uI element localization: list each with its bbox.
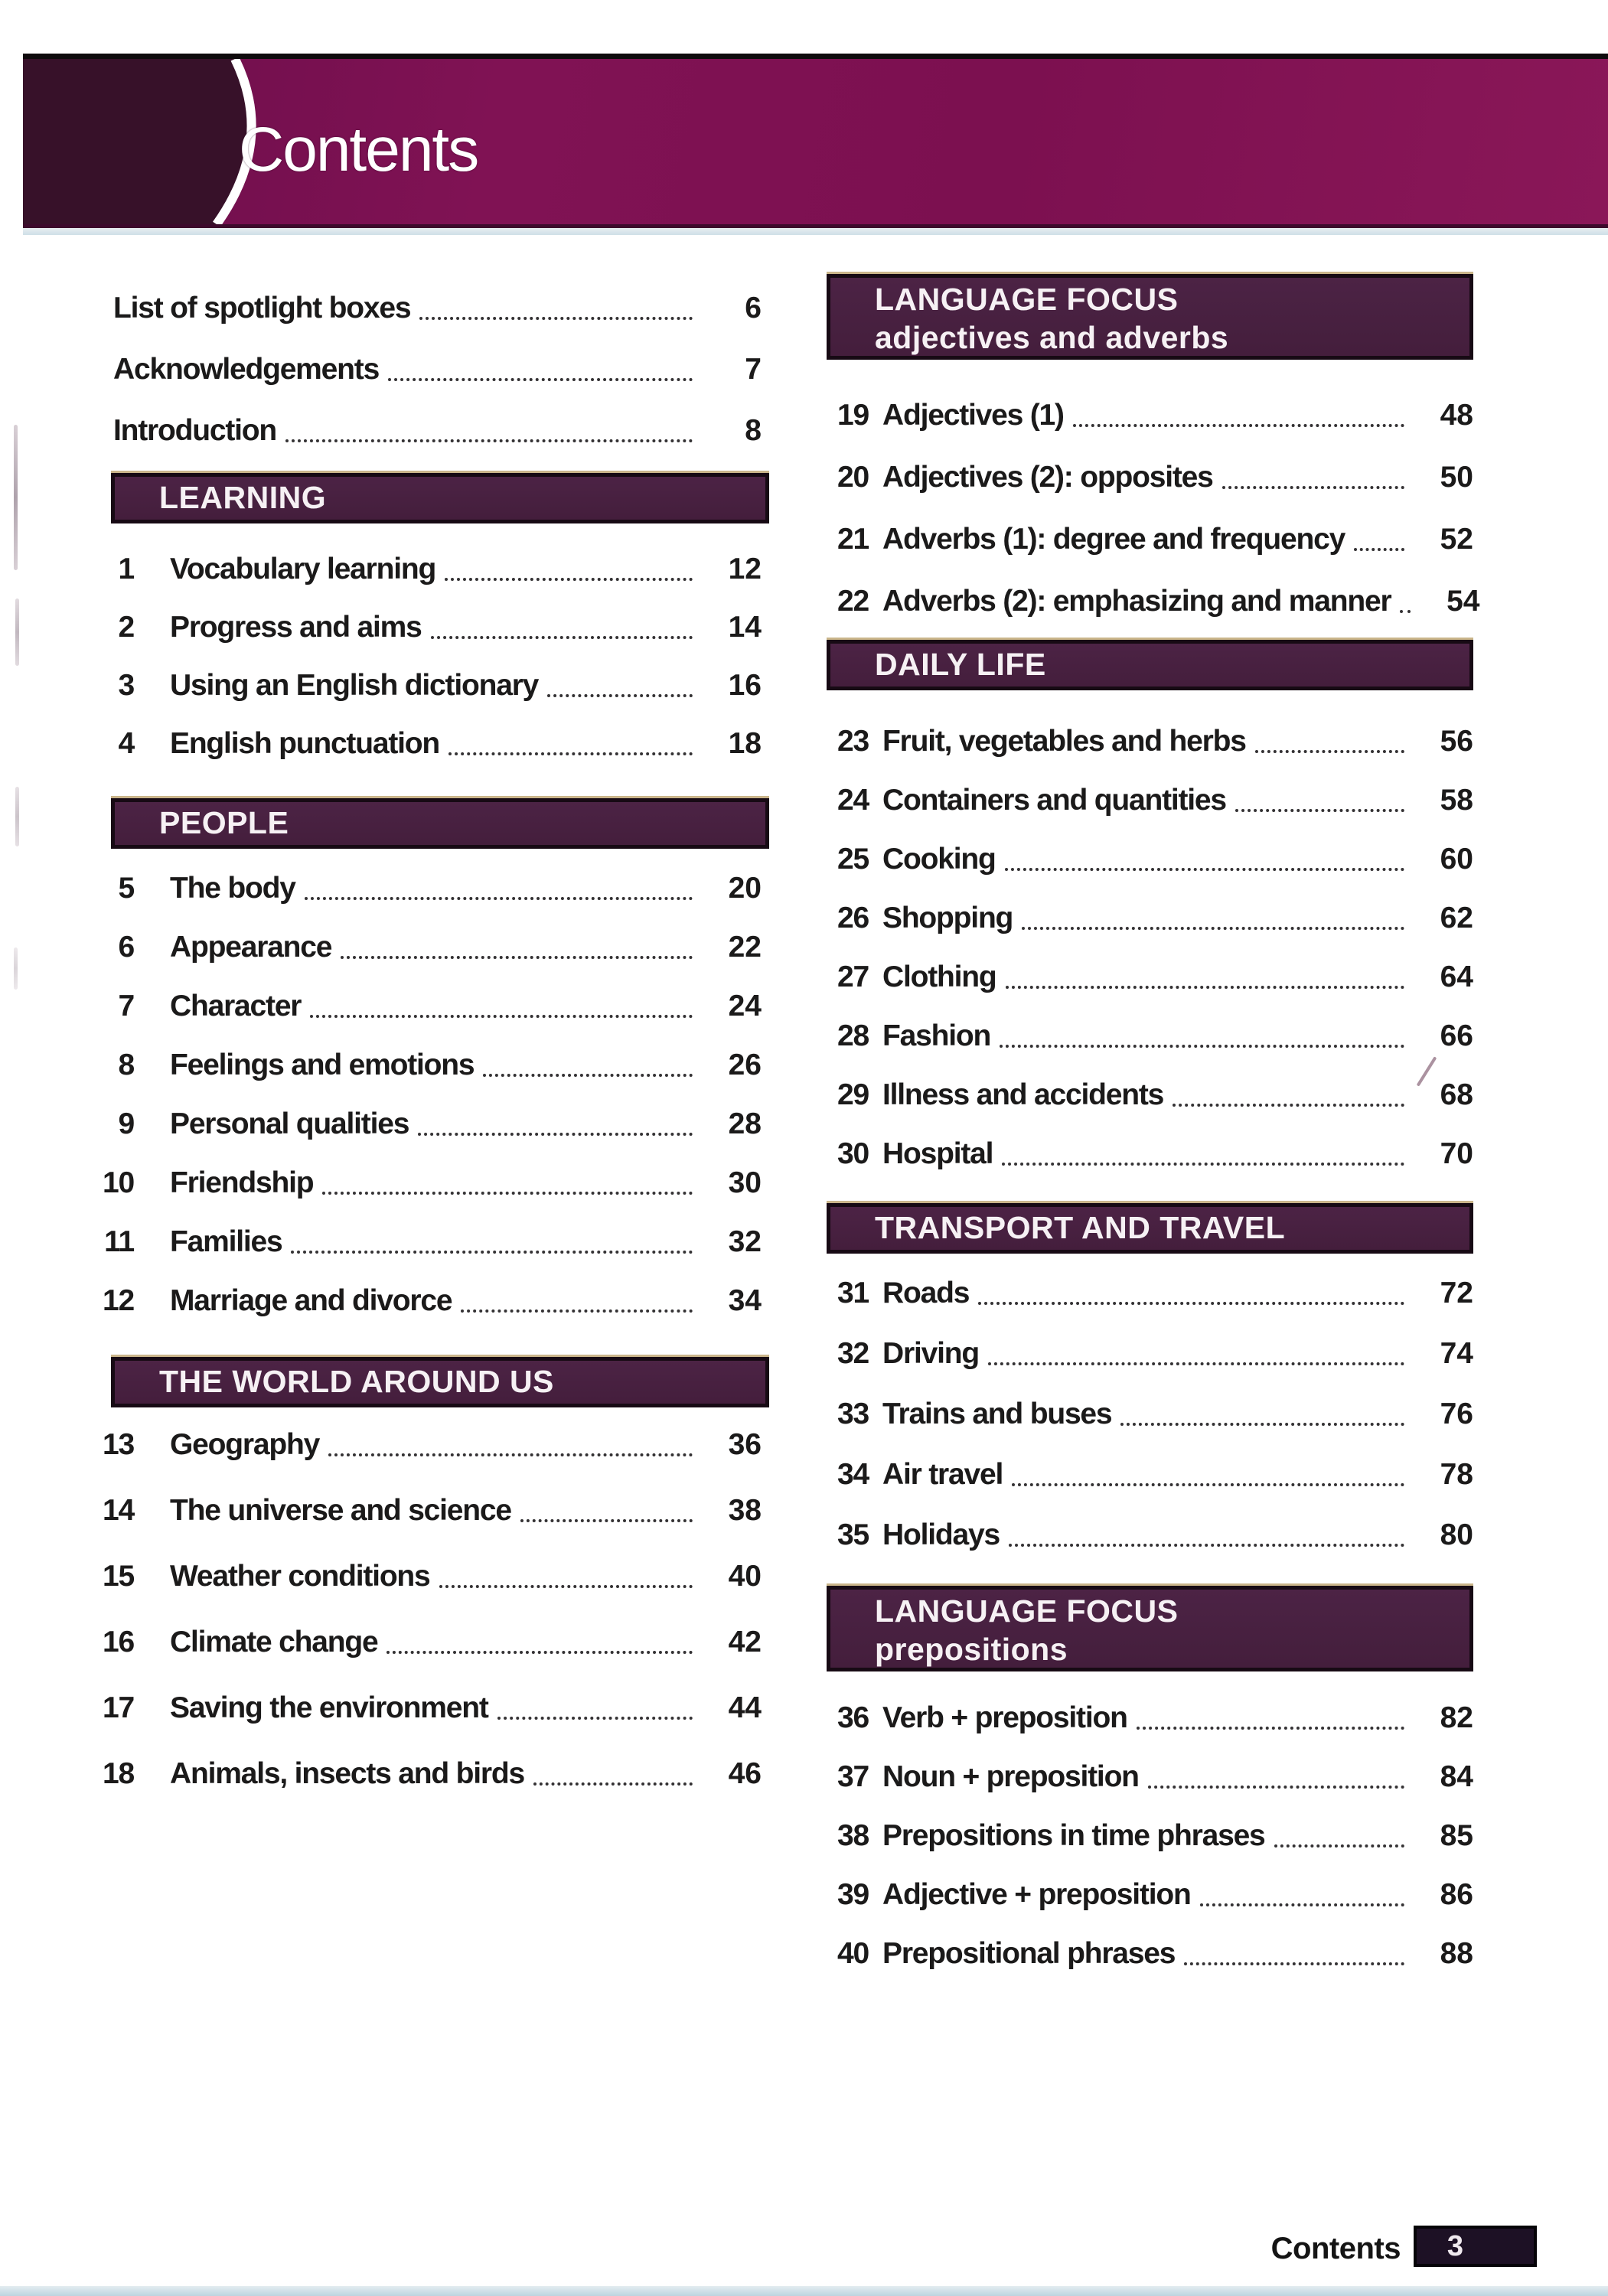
section-heading-label: THE WORLD AROUND US (159, 1364, 554, 1399)
toc-item (827, 570, 1480, 632)
dot-leader (520, 1519, 693, 1522)
toc-item (79, 1741, 762, 1807)
toc-item-number: 12 (103, 1283, 134, 1317)
section-header-the-world-around-us (111, 1357, 769, 1407)
toc-item-title: Character (170, 989, 302, 1022)
toc-item-page: 66 (1440, 1019, 1473, 1052)
toc-item-number: 2 (118, 611, 134, 644)
toc-item-number: 26 (837, 901, 869, 934)
dot-leader (341, 956, 693, 959)
toc-item-title: Verb + preposition (882, 1701, 1127, 1734)
toc-item-page: 8 (745, 414, 762, 447)
toc-item-page: 34 (728, 1283, 762, 1317)
toc-item-page: 80 (1440, 1518, 1473, 1551)
toc-item (79, 339, 762, 400)
toc-item-title: Geography (170, 1428, 320, 1461)
dot-leader (461, 1309, 693, 1313)
toc-item-title: The universe and science (170, 1494, 511, 1527)
dot-leader (431, 636, 693, 639)
toc-item-number: 6 (118, 930, 134, 964)
toc-item-number: 22 (837, 584, 869, 618)
toc-item (827, 712, 1473, 771)
section-heading-label: LANGUAGE FOCUS (875, 1593, 1179, 1629)
toc-item-page: 52 (1440, 522, 1473, 556)
toc-item-page: 40 (728, 1560, 762, 1593)
toc-item (79, 1271, 762, 1330)
toc-item-page: 86 (1440, 1877, 1473, 1911)
dot-leader (291, 1251, 693, 1254)
toc-item-page: 18 (728, 727, 762, 760)
toc-item-title: Progress and aims (170, 611, 422, 644)
section-header-learning (111, 473, 769, 523)
toc-item-number: 20 (837, 460, 869, 494)
toc-item-page: 22 (728, 930, 762, 964)
front-matter-list (79, 278, 762, 461)
toc-item-page: 30 (728, 1166, 762, 1199)
section-heading-label: TRANSPORT AND TRAVEL (875, 1210, 1286, 1245)
toc-item (79, 1609, 762, 1675)
toc-item-page: 56 (1440, 724, 1473, 758)
toc-item-page: 82 (1440, 1701, 1473, 1734)
dot-leader (1002, 1163, 1404, 1166)
toc-item-page: 62 (1440, 901, 1473, 934)
section-items-transport-and-travel (827, 1263, 1473, 1565)
dot-leader (1200, 1903, 1404, 1906)
toc-item (827, 1263, 1473, 1323)
toc-item (79, 1412, 762, 1478)
toc-item-title: Trains and buses (882, 1397, 1112, 1430)
toc-item-number: 39 (837, 1877, 869, 1911)
dot-leader (1274, 1844, 1404, 1848)
dot-leader (439, 1585, 693, 1588)
dot-leader (322, 1192, 693, 1195)
toc-item-title: Roads (882, 1276, 970, 1309)
dot-leader (1006, 986, 1404, 989)
toc-item-page: 28 (728, 1107, 762, 1140)
toc-item-title: Friendship (170, 1166, 314, 1199)
toc-item-number: 5 (118, 871, 134, 905)
dot-leader (1120, 1423, 1404, 1426)
dot-leader (1255, 750, 1404, 753)
section-items-language-focus-prepositions (827, 1688, 1473, 1983)
dot-leader (1235, 809, 1404, 812)
toc-item (79, 1212, 762, 1271)
dot-leader (1005, 868, 1404, 871)
toc-item-number: 19 (837, 398, 869, 432)
dot-leader (1012, 1483, 1404, 1486)
toc-item-title: Holidays (882, 1518, 1000, 1551)
toc-item-number: 37 (837, 1760, 869, 1793)
toc-item-page: 85 (1440, 1818, 1473, 1852)
dot-leader (448, 752, 693, 755)
toc-item (827, 508, 1473, 570)
toc-item-title: Feelings and emotions (170, 1048, 475, 1081)
section-heading-label: LEARNING (159, 480, 327, 515)
toc-item-page: 84 (1440, 1760, 1473, 1793)
toc-item (79, 598, 762, 657)
toc-item (827, 384, 1473, 446)
toc-item-page: 24 (728, 989, 762, 1022)
page-bottom-edge (0, 2286, 1608, 2296)
section-header-people (111, 798, 769, 849)
toc-item-title: Adverbs (2): emphasizing and manner (882, 584, 1391, 618)
toc-item-title: Families (170, 1225, 282, 1258)
toc-item-page: 50 (1440, 460, 1473, 494)
toc-item (79, 918, 762, 977)
toc-item (79, 278, 762, 339)
toc-item-number: 14 (103, 1494, 134, 1527)
dot-leader (1400, 610, 1411, 613)
dot-leader (419, 317, 693, 320)
toc-item-page: 36 (728, 1428, 762, 1461)
toc-item-page: 32 (728, 1225, 762, 1258)
dot-leader (310, 1015, 693, 1018)
toc-item-page: 46 (728, 1757, 762, 1790)
toc-item-number: 31 (837, 1276, 869, 1309)
toc-item (827, 771, 1473, 830)
toc-item-title: Personal qualities (170, 1107, 409, 1140)
toc-item-title: Cooking (882, 842, 996, 876)
toc-item-title: Adjectives (1) (882, 398, 1064, 432)
toc-item-page: 88 (1440, 1936, 1473, 1970)
toc-item-number: 23 (837, 724, 869, 758)
section-items-learning (79, 540, 762, 773)
toc-item (827, 947, 1473, 1006)
toc-item-page: 64 (1440, 960, 1473, 993)
toc-item-title: Hospital (882, 1137, 993, 1170)
section-header-language-focus-adjectives (827, 274, 1473, 360)
toc-item (79, 1153, 762, 1212)
dot-leader (988, 1362, 1404, 1365)
toc-item-number: 33 (837, 1397, 869, 1430)
dot-leader (483, 1074, 693, 1077)
toc-item-number: 13 (103, 1428, 134, 1461)
dot-leader (547, 694, 693, 697)
toc-item-page: 7 (745, 353, 762, 386)
toc-item-number: 11 (104, 1225, 134, 1258)
toc-item (827, 1065, 1473, 1124)
section-items-people (79, 859, 762, 1330)
section-subheading-label: prepositions (875, 1632, 1068, 1667)
toc-item-title: Saving the environment (170, 1691, 488, 1724)
toc-item (827, 1865, 1473, 1924)
toc-item-number: 8 (118, 1048, 134, 1081)
toc-item-page: 70 (1440, 1137, 1473, 1170)
scan-artifact-mark (15, 787, 19, 846)
toc-item-title: Marriage and divorce (170, 1283, 452, 1317)
toc-item (827, 830, 1473, 889)
dot-leader (1000, 1045, 1404, 1048)
toc-item (827, 1384, 1473, 1444)
toc-item-number: 35 (837, 1518, 869, 1551)
section-header-transport-and-travel (827, 1203, 1473, 1254)
scan-artifact-mark (14, 947, 18, 990)
toc-item-number: 28 (837, 1019, 869, 1052)
toc-item-page: 58 (1440, 783, 1473, 817)
toc-item-title: Air travel (882, 1457, 1003, 1491)
toc-item (827, 446, 1473, 508)
toc-item-page: 12 (728, 553, 762, 585)
toc-item (827, 1124, 1473, 1183)
section-header-language-focus-prepositions (827, 1586, 1473, 1671)
dot-leader (1173, 1104, 1404, 1107)
scan-artifact-mark (14, 425, 18, 570)
toc-item-number: 4 (118, 727, 134, 760)
toc-item-page: 26 (728, 1048, 762, 1081)
section-items-language-focus-adjectives (827, 384, 1480, 632)
dot-leader (1354, 548, 1404, 551)
toc-item-number: 27 (837, 960, 869, 993)
toc-item (827, 1806, 1473, 1865)
toc-item-title: Weather conditions (170, 1560, 430, 1593)
toc-item-page: 68 (1440, 1078, 1473, 1111)
dot-leader (387, 1651, 693, 1654)
toc-item (827, 1924, 1473, 1983)
toc-item-title: Containers and quantities (882, 783, 1226, 817)
toc-item-page: 38 (728, 1494, 762, 1527)
toc-item-title: Adjectives (2): opposites (882, 460, 1213, 494)
toc-item-title: Prepositions in time phrases (882, 1818, 1265, 1852)
toc-item-page: 42 (728, 1626, 762, 1658)
toc-item-number: 38 (837, 1818, 869, 1852)
footer-page-number-box (1414, 2226, 1537, 2267)
dot-leader (1148, 1786, 1404, 1789)
toc-item-number: 17 (103, 1691, 134, 1724)
toc-item-title: Driving (882, 1336, 979, 1370)
toc-item-number: 36 (837, 1701, 869, 1734)
toc-item (79, 715, 762, 773)
toc-item (827, 1747, 1473, 1806)
toc-item-number: 25 (837, 842, 869, 876)
dot-leader (328, 1453, 693, 1456)
scan-artifact-mark (15, 598, 19, 666)
toc-item-number: 29 (837, 1078, 869, 1111)
toc-item (827, 1323, 1473, 1384)
page-banner (23, 54, 1608, 228)
toc-item-title: List of spotlight boxes (113, 292, 411, 325)
section-heading-label: DAILY LIFE (875, 647, 1046, 682)
toc-item-page: 74 (1440, 1336, 1473, 1370)
dot-leader (285, 439, 693, 442)
toc-item (79, 1094, 762, 1153)
toc-item (79, 540, 762, 598)
toc-item-title: The body (170, 871, 295, 905)
toc-item-number: 16 (103, 1626, 134, 1658)
toc-item-number: 34 (837, 1457, 869, 1491)
dot-leader (1073, 424, 1404, 427)
toc-item-title: Animals, insects and birds (170, 1757, 524, 1790)
toc-item-title: Illness and accidents (882, 1078, 1164, 1111)
dot-leader (978, 1302, 1404, 1305)
toc-item-title: English punctuation (170, 727, 440, 760)
toc-item (79, 657, 762, 715)
toc-item-number: 30 (837, 1137, 869, 1170)
dot-leader (388, 378, 693, 381)
toc-item (827, 889, 1473, 947)
toc-item-page: 20 (728, 871, 762, 905)
toc-item (79, 977, 762, 1035)
section-items-the-world-around-us (79, 1412, 762, 1807)
dot-leader (418, 1133, 693, 1136)
toc-item-title: Climate change (170, 1626, 378, 1658)
dot-leader (1222, 486, 1404, 489)
toc-item-title: Adverbs (1): degree and frequency (882, 522, 1345, 556)
toc-item-title: Acknowledgements (113, 353, 380, 386)
toc-item-number: 9 (118, 1107, 134, 1140)
footer-page-number: 3 (1447, 2230, 1464, 2262)
dot-leader (305, 897, 693, 900)
toc-item-title: Using an English dictionary (170, 669, 539, 702)
toc-item-title: Clothing (882, 960, 996, 993)
toc-item (79, 859, 762, 918)
toc-item (827, 1505, 1473, 1565)
toc-item-number: 1 (118, 553, 134, 585)
page-title: Contents (239, 115, 478, 184)
toc-item-title: Fashion (882, 1019, 991, 1052)
dot-leader (533, 1782, 693, 1786)
toc-item-number: 18 (103, 1757, 134, 1790)
toc-item-page: 44 (728, 1691, 762, 1724)
section-heading-label: LANGUAGE FOCUS (875, 282, 1179, 317)
toc-item-title: Introduction (113, 414, 277, 447)
dot-leader (1022, 927, 1404, 930)
toc-item-page: 76 (1440, 1397, 1473, 1430)
section-header-daily-life (827, 640, 1473, 690)
toc-item-title: Prepositional phrases (882, 1936, 1176, 1970)
section-subheading-label: adjectives and adverbs (875, 320, 1229, 355)
toc-item-number: 24 (837, 783, 869, 817)
toc-item-number: 7 (118, 989, 134, 1022)
toc-item-page: 6 (745, 292, 762, 325)
toc-item-title: Noun + preposition (882, 1760, 1139, 1793)
toc-item-title: Appearance (170, 930, 332, 964)
toc-item-number: 10 (103, 1166, 134, 1199)
toc-item-number: 21 (837, 522, 869, 556)
toc-item-title: Fruit, vegetables and herbs (882, 724, 1246, 758)
toc-item (79, 1544, 762, 1609)
toc-item-number: 15 (103, 1560, 134, 1593)
toc-item-page: 48 (1440, 398, 1473, 432)
toc-item (827, 1444, 1473, 1505)
dot-leader (1137, 1727, 1404, 1730)
toc-item (827, 1006, 1473, 1065)
toc-item (79, 1675, 762, 1741)
toc-item-page: 14 (728, 611, 762, 644)
toc-item-page: 60 (1440, 842, 1473, 876)
toc-item-page: 72 (1440, 1276, 1473, 1309)
toc-item-page: 78 (1440, 1457, 1473, 1491)
toc-item-number: 3 (118, 669, 134, 702)
section-heading-label: PEOPLE (159, 805, 289, 840)
dot-leader (445, 578, 693, 581)
toc-item-title: Shopping (882, 901, 1013, 934)
toc-item-page: 16 (728, 669, 762, 702)
footer-contents-label: Contents (1270, 2232, 1401, 2265)
banner-underline (23, 228, 1608, 235)
toc-item (79, 1035, 762, 1094)
toc-item-number: 40 (837, 1936, 869, 1970)
toc-item-title: Vocabulary learning (170, 553, 436, 585)
toc-item (827, 1688, 1473, 1747)
section-items-daily-life (827, 712, 1473, 1183)
toc-item-title: Adjective + preposition (882, 1877, 1191, 1911)
dot-leader (497, 1717, 693, 1720)
toc-item-page: 54 (1447, 584, 1480, 618)
dot-leader (1184, 1962, 1404, 1965)
toc-item (79, 400, 762, 461)
dot-leader (1009, 1544, 1404, 1547)
toc-item-number: 32 (837, 1336, 869, 1370)
toc-item (79, 1478, 762, 1544)
